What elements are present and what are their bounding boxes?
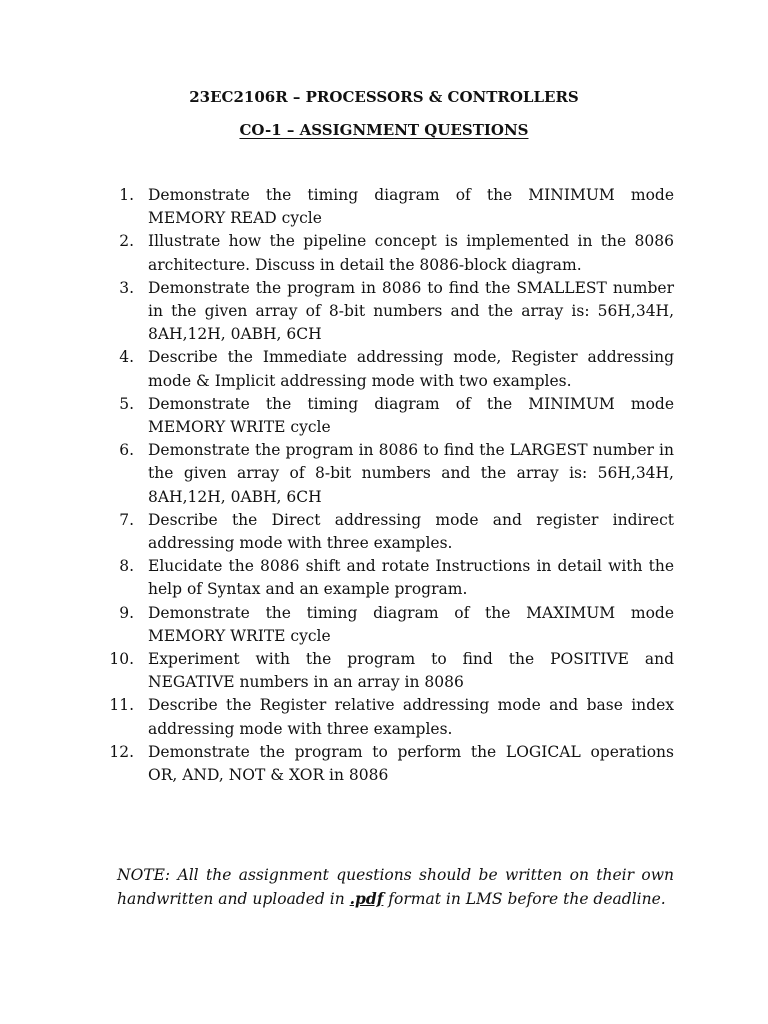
- question-text: Demonstrate the timing diagram of the MAXIMUM mode MEMORY WRITE cycle: [148, 603, 674, 645]
- question-item: [108, 346, 674, 392]
- question-item: [108, 230, 674, 276]
- question-item: [108, 509, 674, 555]
- question-number: 7.: [119, 510, 134, 529]
- question-text: Describe the Direct addressing mode and register indirect addressing mode with three examples.: [148, 510, 674, 553]
- question-number: 6.: [119, 441, 134, 460]
- question-number: 1.: [119, 186, 134, 204]
- question-number: 3.: [119, 278, 134, 297]
- submission-note: [117, 864, 674, 911]
- question-text: Experiment with the program to find the POSITIVE and NEGATIVE numbers in an array in 8086: [148, 650, 674, 692]
- question-text: Demonstrate the timing diagram of the MINIMUM mode MEMORY WRITE cycle: [148, 394, 674, 437]
- question-number: 5.: [119, 394, 134, 413]
- question-number: 12.: [109, 742, 134, 761]
- question-number: 10.: [109, 650, 134, 669]
- question-item: [108, 439, 674, 509]
- question-text: Demonstrate the program to perform the LOGICAL operations OR, AND, NOT & XOR in 8086: [148, 742, 674, 785]
- course-title: 23EC2106R – PROCESSORS & CONTROLLERS: [189, 88, 579, 106]
- question-text: Illustrate how the pipeline concept is implemented in the 8086 architecture. Discuss in detail the 8086-block diagram.: [148, 232, 674, 274]
- question-text: Demonstrate the program in 8086 to find the SMALLEST number in the given array of 8-bit numbers and the array is: 56H,34H, 8AH,12H, 0ABH, 6CH: [148, 278, 674, 344]
- question-list: [108, 184, 674, 787]
- question-item: [108, 184, 674, 230]
- question-text: Describe the Immediate addressing mode, Register addressing mode & Implicit addressing mode with two examples.: [148, 348, 674, 390]
- question-text: Describe the Register relative addressing mode and base index addressing mode with three examples.: [148, 696, 674, 738]
- question-item: [108, 602, 674, 648]
- question-text: Demonstrate the program in 8086 to find the LARGEST number in the given array of 8-bit numbers and the array is: 56H,34H, 8AH,12H, 0ABH, 6CH: [148, 441, 674, 506]
- question-item: [108, 393, 674, 439]
- question-number: 8.: [119, 557, 134, 576]
- assignment-title: CO-1 – ASSIGNMENT QUESTIONS: [239, 121, 529, 139]
- question-item: [108, 277, 674, 347]
- question-number: 2.: [119, 232, 134, 251]
- note-pdf-format: .pdf: [349, 889, 384, 909]
- question-number: 9.: [119, 603, 134, 622]
- question-number: 4.: [119, 348, 134, 367]
- question-item: [108, 648, 674, 694]
- note-suffix: format in LMS before the deadline.: [383, 890, 666, 909]
- question-item: [108, 741, 674, 787]
- note-prefix: NOTE: All the assignment questions should be written on their own handwritten and uploaded in: [117, 866, 674, 909]
- question-item: [108, 555, 674, 601]
- question-item: [108, 694, 674, 740]
- question-text: Demonstrate the timing diagram of the MINIMUM mode MEMORY READ cycle: [148, 186, 674, 228]
- question-number: 11.: [109, 696, 134, 715]
- question-text: Elucidate the 8086 shift and rotate Instructions in detail with the help of Syntax and an example program.: [148, 557, 674, 599]
